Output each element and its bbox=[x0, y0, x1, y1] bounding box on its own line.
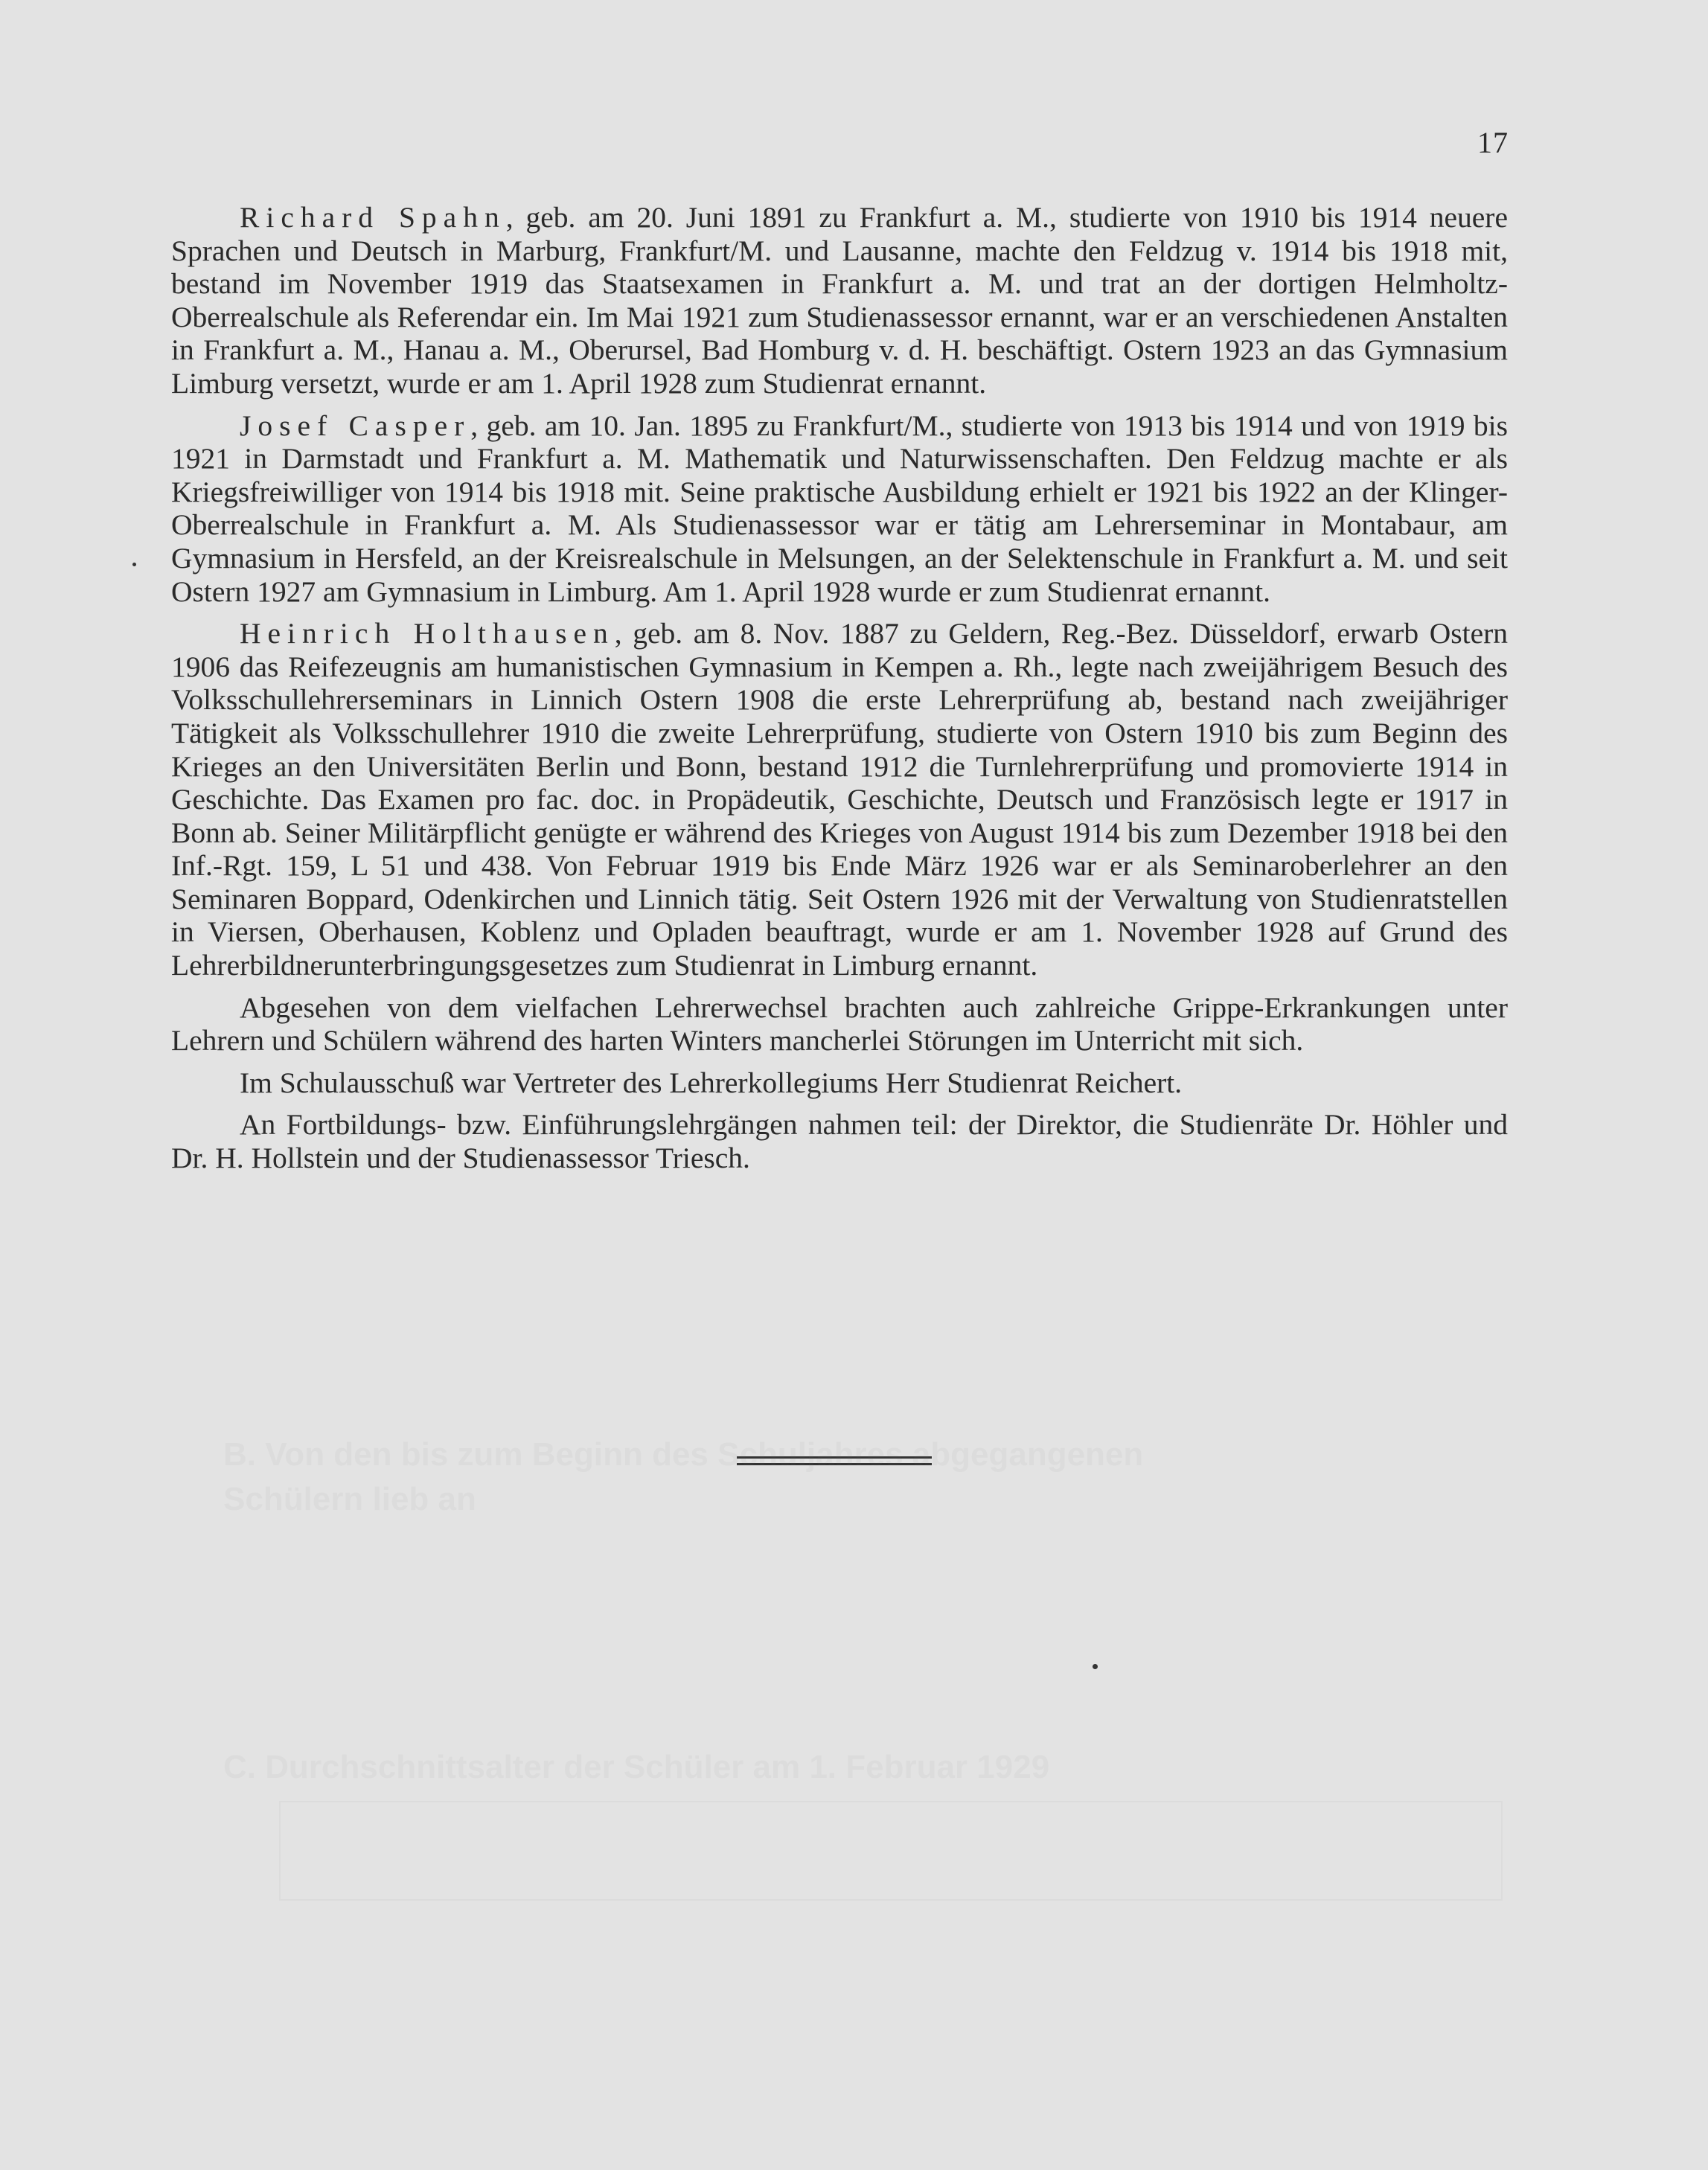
person-name-casper: Josef Casper bbox=[240, 409, 471, 442]
page-number: 17 bbox=[1477, 126, 1509, 159]
paragraph-holthausen bbox=[171, 617, 1508, 982]
print-speck bbox=[1093, 1664, 1098, 1669]
paragraph-spahn bbox=[171, 201, 1508, 400]
person-name-holthausen: Heinrich Holthausen bbox=[240, 617, 615, 650]
bleed-through-text: Schülern lieb an bbox=[223, 1481, 476, 1517]
paragraph-text: An Fortbildungs- bzw. Einführungslehrgängen nahmen teil: der Direktor, die Studienräte Dr. Höhler und Dr. H. Hollstein und der Studienassessor Triesch. bbox=[171, 1108, 1508, 1175]
person-name-spahn: Richard Spahn bbox=[240, 201, 506, 234]
paragraph-fortbildung bbox=[171, 1108, 1508, 1174]
bleed-through-text: C. Durchschnittsalter der Schüler am 1. Februar 1929 bbox=[223, 1749, 1050, 1785]
paragraph-text: , geb. am 10. Jan. 1895 zu Frankfurt/M., studierte von 1913 bis 1914 und von 1919 bis 1921 in Darmstadt und Frankfurt a. M. Mathematik und Naturwissenschaften. Den Feldzug machte er als Kriegsfreiwilliger von 1914 bis 1918 mit. Seine praktische Ausbildung erhielt er 1921 bis 1922 an der Klinger-Oberrealschule in Frankfurt a. M. Als Studienassessor war er tätig am Lehrerseminar in Montabaur, am Gymnasium in Hersfeld, an der Kreisrealschule in Melsungen, an der Selektenschule in Frankfurt a. M. und seit Ostern 1927 am Gymnasium in Limburg. Am 1. April 1928 wurde er zum Studienrat ernannt. bbox=[171, 409, 1508, 608]
paragraph-schulausschuss bbox=[171, 1066, 1508, 1100]
bleed-through-text: B. Von den bis zum Beginn des Schuljahres abgegangenen bbox=[223, 1436, 1144, 1473]
paragraph-lehrerwechsel bbox=[171, 991, 1508, 1057]
print-speck bbox=[132, 563, 136, 566]
paragraph-text: , geb. am 8. Nov. 1887 zu Geldern, Reg.-Bez. Düsseldorf, erwarb Ostern 1906 das Reifezeugnis am humanistischen Gymnasium in Kempen a. Rh., legte nach zweijährigem Besuch des Volksschullehrerseminars in Linnich Ostern 1908 die erste Lehrerprüfung ab, bestand nach zweijähriger Tätigkeit als Volksschullehrer 1910 die zweite Lehrerprüfung, studierte von Ostern 1910 bis zum Beginn des Krieges an den Universitäten Berlin und Bonn, bestand 1912 die Turnlehrerprüfung und promovierte 1914 in Geschichte. Das Examen pro fac. doc. in Propädeutik, Geschichte, Deutsch und Französisch legte er 1917 in Bonn ab. Seiner Militärpflicht genügte er während des Krieges von August 1914 bis zum Dezember 1918 bei den Inf.-Rgt. 159, L 51 und 438. Von Februar 1919 bis Ende März 1926 war er als Seminaroberlehrer an den Seminaren Boppard, Odenkirchen und Linnich tätig. Seit Ostern 1926 mit der Verwaltung von Studienratstellen in Viersen, Oberhausen, Koblenz und Opladen beauftragt, wurde er am 1. November 1928 auf Grund des Lehrerbildnerunterbringungsgesetzes zum Studienrat in Limburg ernannt. bbox=[171, 617, 1509, 982]
bleed-through-table bbox=[279, 1801, 1503, 1901]
paragraph-casper bbox=[171, 409, 1508, 609]
paragraph-text: Abgesehen von dem vielfachen Lehrerwechsel brachten auch zahlreiche Grippe-Erkrankungen unter Lehrern und Schülern während des harten Winters mancherlei Störungen im Unterricht mit sich. bbox=[171, 990, 1508, 1057]
paragraph-text: , geb. am 20. Juni 1891 zu Frankfurt a. M., studierte von 1910 bis 1914 neuere Sprachen und Deutsch in Marburg, Frankfurt/M. und Lausanne, machte den Feldzug v. 1914 bis 1918 mit, bestand im November 1919 das Staatsexamen in Frankfurt a. M. und trat an der dortigen Helmholtz-Oberrealschule als Referendar ein. Im Mai 1921 zum Studienassessor ernannt, war er an verschiedenen Anstalten in Frankfurt a. M., Hanau a. M., Oberursel, Bad Homburg v. d. H. beschäftigt. Ostern 1923 an das Gymnasium Limburg versetzt, wurde er am 1. April 1928 zum Studienrat ernannt. bbox=[171, 201, 1508, 400]
body-text bbox=[171, 201, 1508, 1184]
paragraph-text: Im Schulausschuß war Vertreter des Lehrerkollegiums Herr Studienrat Reichert. bbox=[240, 1066, 1183, 1099]
